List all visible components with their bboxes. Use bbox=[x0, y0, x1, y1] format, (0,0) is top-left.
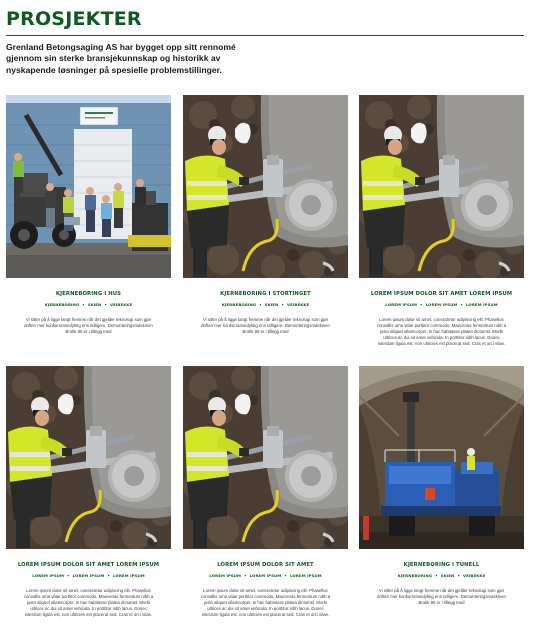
project-description: Lorem ipsum dolor sit amet, consectetur adipiscing elit. Phasellus convallis urna vitae porttitor commodo. Maecenas fermentum nibh a justo aliquet ullamcorper. In hac habitasse platea dictumst. Morbi ultrices ac dui sit amet vehicula. In porttitor nibh lacus. Donec interdum ligula est, non ultricies est placerat sed. Cras et orci vitae. bbox=[200, 588, 331, 618]
project-tag: LOREM IPSUM bbox=[209, 573, 242, 578]
tag-separator: • bbox=[460, 302, 463, 307]
project-tag: LOREM IPSUM bbox=[385, 302, 418, 307]
project-title[interactable]: KJERNEBORING I STORTINGET bbox=[220, 291, 311, 297]
project-photo[interactable] bbox=[359, 366, 524, 549]
intro-text: Grenland Betongsaging AS har bygget opp sitt rennomé gjennom sin sterke bransjekunnskap og historikk av nyskapende løsninger på spesielle problemstillinger. bbox=[6, 42, 236, 75]
project-tag: LOREM IPSUM bbox=[32, 573, 65, 578]
project-photo[interactable] bbox=[183, 95, 348, 278]
project-title[interactable]: LOREM IPSUM DOLOR SIT AMET LOREM IPSUM bbox=[17, 562, 160, 568]
project-tag: SKIEN bbox=[264, 302, 279, 307]
tag-separator: • bbox=[244, 573, 247, 578]
tag-separator: • bbox=[104, 302, 108, 307]
project-tag: VEIBEKKE bbox=[110, 302, 133, 307]
project-card[interactable] bbox=[183, 366, 348, 618]
page-title: PROSJEKTER bbox=[6, 8, 142, 30]
tag-separator: • bbox=[107, 573, 110, 578]
title-divider bbox=[6, 35, 524, 36]
tag-separator: • bbox=[67, 573, 70, 578]
project-card[interactable] bbox=[359, 95, 524, 347]
project-photo[interactable] bbox=[183, 366, 348, 549]
project-tag: VEIBEKKE bbox=[463, 573, 486, 578]
project-tag: LOREM IPSUM bbox=[425, 302, 458, 307]
project-description: Lorem ipsum dolor sit amet, consectetur adipiscing elit. Phasellus convallis urna vitae porttitor commodo. Maecenas fermentum nibh a justo aliquet ullamcorper. In hac habitasse platea dictumst. Morbi ultrices ac dui sit amet vehicula. In porttitor nibh lacus. Donec interdum ligula est, non ultricies est placerat sed. Cras et orci vitae. bbox=[23, 588, 154, 618]
project-card[interactable] bbox=[6, 366, 171, 618]
project-title[interactable]: KJERNEBORING I TUNELL bbox=[403, 562, 480, 568]
project-card[interactable] bbox=[183, 95, 348, 335]
project-tags bbox=[6, 302, 171, 307]
project-tags bbox=[359, 302, 524, 307]
project-tag: VEIBEKKE bbox=[287, 302, 310, 307]
tag-separator: • bbox=[281, 302, 285, 307]
tag-separator: • bbox=[284, 573, 287, 578]
project-description: Vi sitter på å ligge langt fremme når det gjelder teknologi som gjør driften mer konkurransedyktig enn tidligere. Demonteringsmaskinen Brokk 90 er i tillegg med bbox=[24, 317, 153, 335]
tag-separator: • bbox=[259, 302, 262, 307]
project-description: Vi sitter på å ligge langt fremme når det gjelder teknologi som gjør driften mer konkurransedyktig enn tidligere. Demonteringsmaskinen Brokk 90 er i tillegg med bbox=[201, 317, 330, 335]
tag-separator: • bbox=[420, 302, 423, 307]
project-tag: KJERNEBORING bbox=[397, 573, 433, 578]
project-tags bbox=[183, 302, 348, 307]
project-tag: KJERNEBORING bbox=[44, 302, 80, 307]
tag-separator: • bbox=[457, 573, 461, 578]
project-description: Vi sitter på å ligge langt fremme når det gjelder teknologi som gjør driften mer konkurransedyktig enn tidligere. Demonteringsmaskinen Brokk 90 er i tillegg med bbox=[377, 588, 506, 606]
project-tags bbox=[359, 573, 524, 578]
project-title[interactable]: LOREM IPSUM DOLOR SIT AMET bbox=[217, 562, 314, 568]
project-tags bbox=[183, 573, 348, 578]
project-title[interactable]: LOREM IPSUM DOLOR SIT AMET LOREM IPSUM bbox=[370, 291, 513, 297]
tag-separator: • bbox=[435, 573, 438, 578]
project-card[interactable] bbox=[6, 95, 171, 335]
project-tag: LOREM IPSUM bbox=[112, 573, 145, 578]
project-photo[interactable] bbox=[6, 95, 171, 278]
project-tags bbox=[6, 573, 171, 578]
project-card[interactable] bbox=[359, 366, 524, 606]
project-description: Lorem ipsum dolor sit amet, consectetur adipiscing elit. Phasellus convallis urna vitae porttitor commodo. Maecenas fermentum nibh a justo aliquet ullamcorper. In hac habitasse platea dictumst. Morbi ultrices ac dui sit amet vehicula. In porttitor nibh lacus. Donec interdum ligula est, non ultricies est placerat sed. Cras et orci vitae. bbox=[376, 317, 507, 347]
project-title[interactable]: KJERNEBORING I HUS bbox=[55, 291, 122, 297]
project-tag: LOREM IPSUM bbox=[72, 573, 105, 578]
project-tag: SKIEN bbox=[440, 573, 455, 578]
project-tag: KJERNEBORING bbox=[221, 302, 257, 307]
project-photo[interactable] bbox=[6, 366, 171, 549]
project-tag: LOREM IPSUM bbox=[289, 573, 322, 578]
project-tag: LOREM IPSUM bbox=[249, 573, 282, 578]
tag-separator: • bbox=[82, 302, 85, 307]
project-tag: LOREM IPSUM bbox=[465, 302, 498, 307]
project-photo[interactable] bbox=[359, 95, 524, 278]
project-tag: SKIEN bbox=[87, 302, 102, 307]
